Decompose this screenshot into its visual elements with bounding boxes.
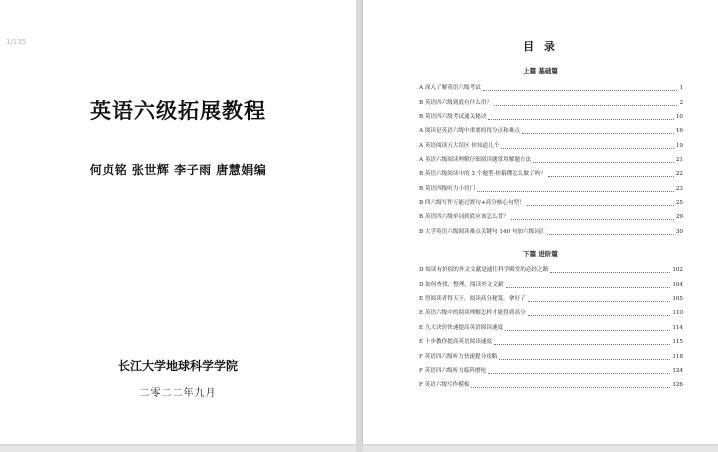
toc-entry[interactable] bbox=[419, 127, 683, 136]
toc-leader bbox=[501, 147, 674, 149]
toc-leader bbox=[511, 218, 674, 220]
toc-entry[interactable] bbox=[419, 281, 683, 290]
toc-leader bbox=[550, 271, 670, 273]
page-top-mark: ··· bbox=[172, 0, 178, 4]
toc-entry-title: B 英语六级阅读中的 3 个题型-你搞懂怎么做了吗？ bbox=[419, 171, 546, 177]
toc-entry-title: F 英语四六级听力快速提分攻略 bbox=[419, 354, 498, 360]
toc-leader bbox=[477, 190, 674, 192]
toc-leader bbox=[533, 161, 674, 163]
toc-entry-page: 19 bbox=[675, 143, 683, 149]
toc-entry-title: A 阅读是英语六级中重要的得分点和难点 bbox=[419, 128, 520, 134]
toc-entry[interactable] bbox=[419, 213, 683, 222]
toc-entry-title: B 英语四六级到底有什么用？ bbox=[419, 100, 493, 106]
toc-entry-page: 10 bbox=[675, 114, 683, 120]
toc-entry-title: E 九大诀窍快速提高英语阅读速度 bbox=[419, 325, 504, 331]
toc-entry-page: 23 bbox=[675, 186, 683, 192]
toc-entry-page: 2 bbox=[679, 100, 683, 106]
toc-leader bbox=[494, 104, 677, 106]
toc-entry[interactable] bbox=[419, 228, 683, 237]
toc-leader bbox=[499, 358, 670, 360]
toc-entry-page: 16 bbox=[675, 128, 683, 134]
cover-authors: 何贞铭 张世辉 李子雨 唐慧娟编 bbox=[89, 163, 267, 177]
toc-entry-title: B 英语四级听力小窍门 bbox=[419, 186, 476, 192]
toc-entry-page: 29 bbox=[675, 214, 683, 220]
toc-leader bbox=[522, 132, 674, 134]
toc-heading: 目 录 bbox=[523, 40, 558, 53]
toc-entry-page: 25 bbox=[675, 200, 683, 206]
toc-entry-page: 22 bbox=[675, 171, 683, 177]
toc-entry-page: 126 bbox=[672, 382, 683, 388]
toc-entry-title: B 大学英语六级阅读难点关键句 140 句加六级词汇 bbox=[419, 229, 546, 235]
page-indicator: 1/135 bbox=[6, 38, 27, 46]
toc-leader bbox=[527, 204, 674, 206]
toc-entry-title: A 英语六级阅读理解仔细阅读题常用解题方法 bbox=[419, 157, 532, 163]
toc-entry-page: 114 bbox=[672, 325, 683, 331]
toc-entry-title: D 如何查找、整理、阅读外文文献 bbox=[419, 282, 504, 288]
toc-entry-title: B 四六级写作万能过渡句+高分核心句型！ bbox=[419, 200, 525, 206]
toc-entry[interactable] bbox=[419, 170, 683, 179]
toc-entry[interactable] bbox=[419, 309, 683, 318]
toc-leader bbox=[548, 175, 674, 177]
toc-entry[interactable] bbox=[419, 266, 683, 275]
toc-entry[interactable] bbox=[419, 113, 683, 122]
toc-entry-page: 115 bbox=[672, 339, 683, 345]
toc-entry[interactable] bbox=[419, 99, 683, 108]
toc-section-title: 下篇 进阶篇 bbox=[523, 250, 558, 258]
toc-entry-page: 118 bbox=[672, 354, 683, 360]
cover-page[interactable] bbox=[0, 0, 356, 444]
toc-entry-page: 21 bbox=[675, 157, 683, 163]
toc-entry-title: A 英语阅读五大误区 你知道几个 bbox=[419, 143, 500, 149]
toc-leader bbox=[547, 233, 673, 235]
toc-entry-title: E 得阅读者得天下，阅读高分秘笈，拿好了 bbox=[419, 296, 526, 302]
toc-entry[interactable] bbox=[419, 367, 683, 376]
toc-entry-title: D 阅读有价值的外文文献是通往科学殿堂的必经之路 bbox=[419, 267, 549, 273]
toc-entry-page: 30 bbox=[675, 229, 683, 235]
toc-leader bbox=[506, 286, 671, 288]
toc-leader bbox=[494, 343, 670, 345]
toc-entry-page: 110 bbox=[672, 310, 683, 316]
toc-leader bbox=[505, 329, 670, 331]
toc-entry-page: 105 bbox=[672, 296, 683, 302]
toc-entry[interactable] bbox=[419, 295, 683, 304]
toc-entry-title: F 英语四六级听力临阵磨枪 bbox=[419, 368, 487, 374]
toc-entry-title: E 英语六级中的阅读理解怎样才能得到高分 bbox=[419, 310, 526, 316]
toc-entry[interactable] bbox=[419, 338, 683, 347]
cover-date: 二零二二年九月 bbox=[139, 388, 217, 399]
toc-entry[interactable] bbox=[419, 199, 683, 208]
toc-entry[interactable] bbox=[419, 324, 683, 333]
toc-leader bbox=[488, 372, 670, 374]
toc-entry[interactable] bbox=[419, 156, 683, 165]
toc-entry[interactable] bbox=[419, 353, 683, 362]
cover-institution: 长江大学地球科学学院 bbox=[117, 359, 238, 373]
toc-entry-title: B 英语四六级考试通关秘诀 bbox=[419, 114, 487, 120]
toc-entry-page: 102 bbox=[672, 267, 683, 273]
toc-entry-title: A 深入了解英语六级考试 bbox=[419, 85, 481, 91]
toc-leader bbox=[471, 386, 670, 388]
toc-entry-title: F 英语六级写作模板 bbox=[419, 382, 470, 388]
toc-entry[interactable] bbox=[419, 381, 683, 390]
page-gutter bbox=[356, 0, 363, 452]
cover-title: 英语六级拓展教程 bbox=[90, 98, 266, 123]
toc-entry-page: 124 bbox=[672, 368, 683, 374]
toc-entry[interactable] bbox=[419, 142, 683, 151]
toc-leader bbox=[528, 300, 671, 302]
toc-leader bbox=[483, 89, 678, 91]
toc-entry[interactable] bbox=[419, 84, 683, 93]
toc-entry[interactable] bbox=[419, 185, 683, 194]
toc-entry-page: 104 bbox=[672, 282, 683, 288]
toc-entry-page: 1 bbox=[679, 85, 683, 91]
toc-leader bbox=[528, 314, 671, 316]
toc-entry-title: B 英语四六级单词到底应该怎么背？ bbox=[419, 214, 509, 220]
toc-leader bbox=[488, 118, 673, 120]
toc-entry-title: E 十步教你提高英语阅读速度 bbox=[419, 339, 492, 345]
toc-section-title: 上篇 基础篇 bbox=[523, 67, 558, 75]
